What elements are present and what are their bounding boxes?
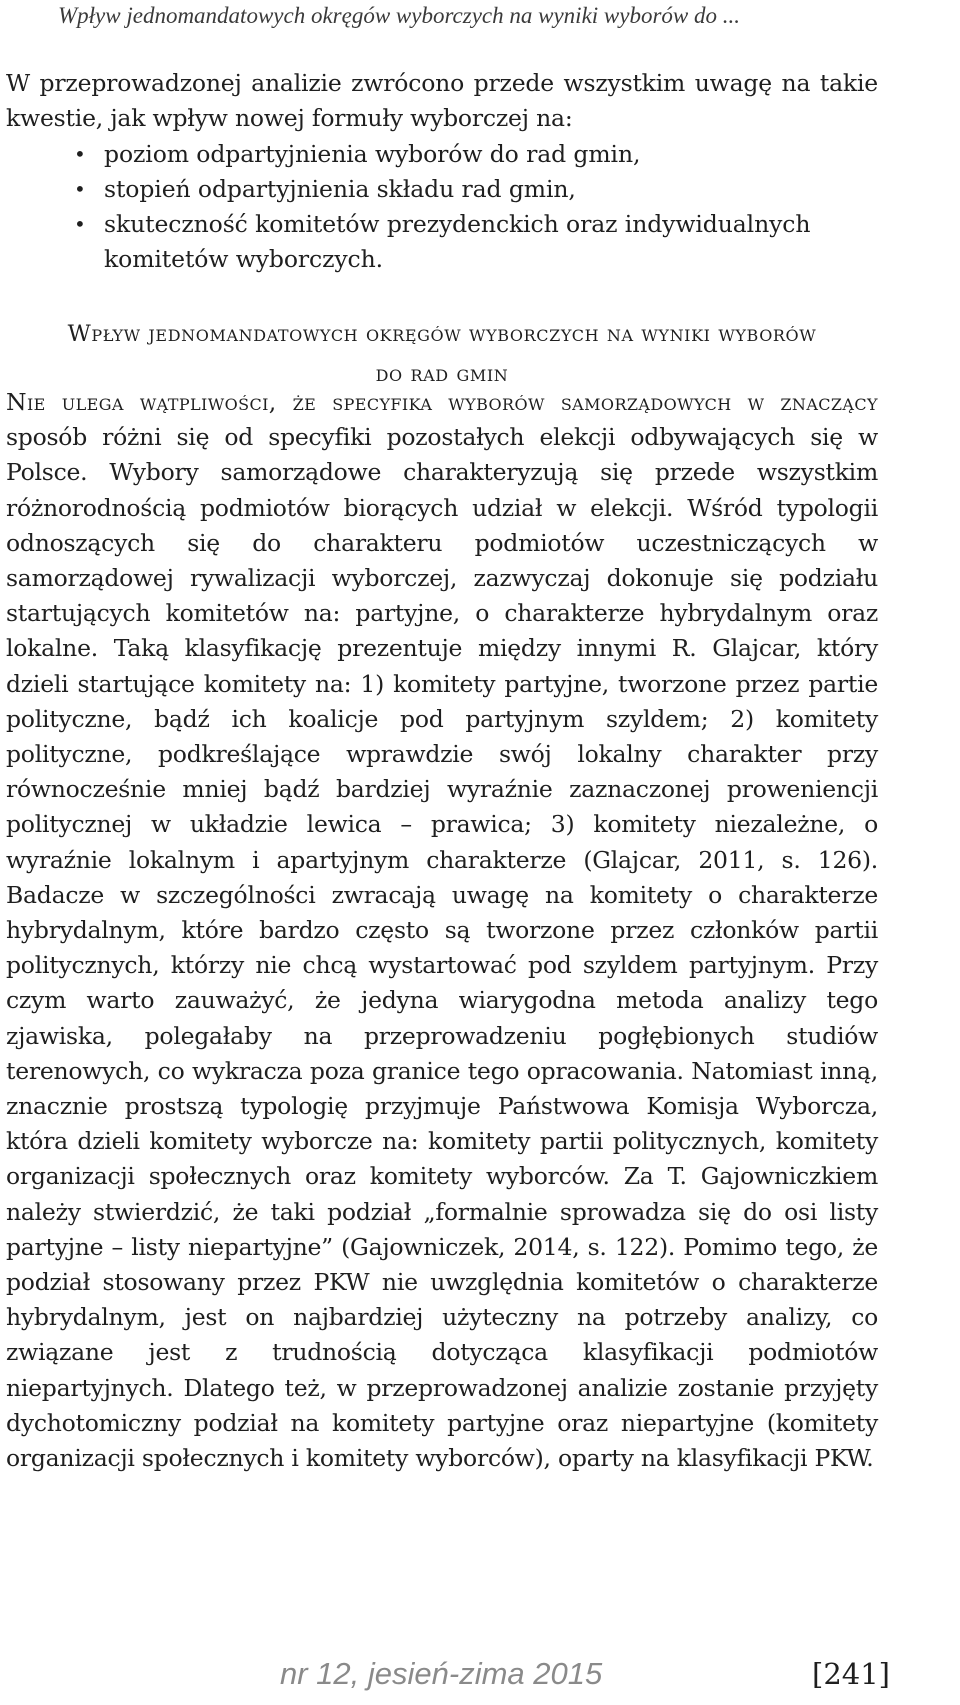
criteria-list	[0, 137, 880, 277]
bullet-marker: •	[74, 142, 86, 166]
intro-paragraph: W przeprowadzonej analizie zwrócono przede wszystkim uwagę na takie kwestie, jak wpływ nowej formuły wyborczej na:	[6, 69, 878, 133]
list-item	[0, 172, 880, 207]
list-item-text: poziom odpartyjnienia wyborów do rad gmin,	[104, 140, 641, 168]
list-item-text: skuteczność komitetów prezydenckich oraz indywidualnych komitetów wyborczych.	[104, 210, 811, 273]
bullet-marker: •	[74, 212, 86, 236]
page-number: [241]	[812, 1657, 890, 1691]
paragraph-lead-in: Nie ulega wątpliwości, że specyfika wyborów samorządowych w znaczący	[6, 388, 878, 416]
footer-issue-label: nr 12, jesień-zima 2015	[280, 1656, 603, 1691]
list-item	[0, 207, 880, 277]
list-item	[0, 137, 880, 172]
section-heading-line-2: do rad gmin	[375, 361, 509, 387]
body-paragraph	[6, 385, 878, 1476]
list-item-text: stopień odpartyjnienia składu rad gmin,	[104, 175, 576, 203]
section-heading	[6, 314, 878, 394]
section-heading-line-1: Wpływ jednomandatowych okręgów wyborczych na wyniki wyborów	[67, 321, 817, 347]
running-header: Wpływ jednomandatowych okręgów wyborczych na wyniki wyborów do ...	[58, 3, 741, 28]
bullet-marker: •	[74, 177, 86, 201]
paragraph-text: sposób różni się od specyfiki pozostałych elekcji odbywających się w Polsce. Wybory samorządowe charakteryzują się przede wszystkim różnorodnością podmiotów biorących udział w elekcji. Wśród typologii odnoszących się do charakteru podmiotów uczestniczących w samorządowej rywalizacji wyborczej, zazwyczaj dokonuje się podziału startujących komitetów na: partyjne, o charakterze hybrydalnym oraz lokalne. Taką klasyfikację prezentuje między innymi R. Glajcar, który dzieli startujące komitety na: 1) komitety partyjne, tworzone przez partie polityczne, bądź ich koalicje pod partyjnym szyldem; 2) komitety polityczne, podkreślające wprawdzie swój lokalny charakter przy równocześnie mniej bądź bardziej wyraźnie zaznaczonej proweniencji politycznej w układzie lewica – prawica; 3) komitety niezależne, o wyraźnie lokalnym i apartyjnym charakterze (Glajcar, 2011, s. 126). Badacze w szczególności zwracają uwagę na komitety o charakterze hybrydalnym, które bardzo często są tworzone przez członków partii politycznych, którzy nie chcą wystartować pod szyldem partyjnym. Przy czym warto zauważyć, że jedyna wiarygodna metoda analizy tego zjawiska, polegałaby na przeprowadzeniu pogłębionych studiów terenowych, co wykracza poza granice tego opracowania. Natomiast inną, znacznie prostszą typologię przyjmuje Państwowa Komisja Wyborcza, która dzieli komitety wyborcze na: komitety partii politycznych, komitety organizacji społecznych oraz komitety wyborców. Za T. Gajowniczkiem należy stwierdzić, że taki podział „formalnie sprowadza się do osi listy partyjne – listy niepartyjne” (Gajowniczek, 2014, s. 122). Pomimo tego, że podział stosowany przez PKW nie uwzględnia komitetów o charakterze hybrydalnym, jest on najbardziej użyteczny na potrzeby analizy, co związane jest z trudnością dotycząca klasyfikacji podmiotów niepartyjnych. Dlatego też, w przeprowadzonej analizie zostanie przyjęty dychotomiczny podział na komitety partyjne oraz niepartyjne (komitety organizacji społecznych i komitety wyborców), oparty na klasyfikacji PKW.	[6, 423, 878, 1473]
